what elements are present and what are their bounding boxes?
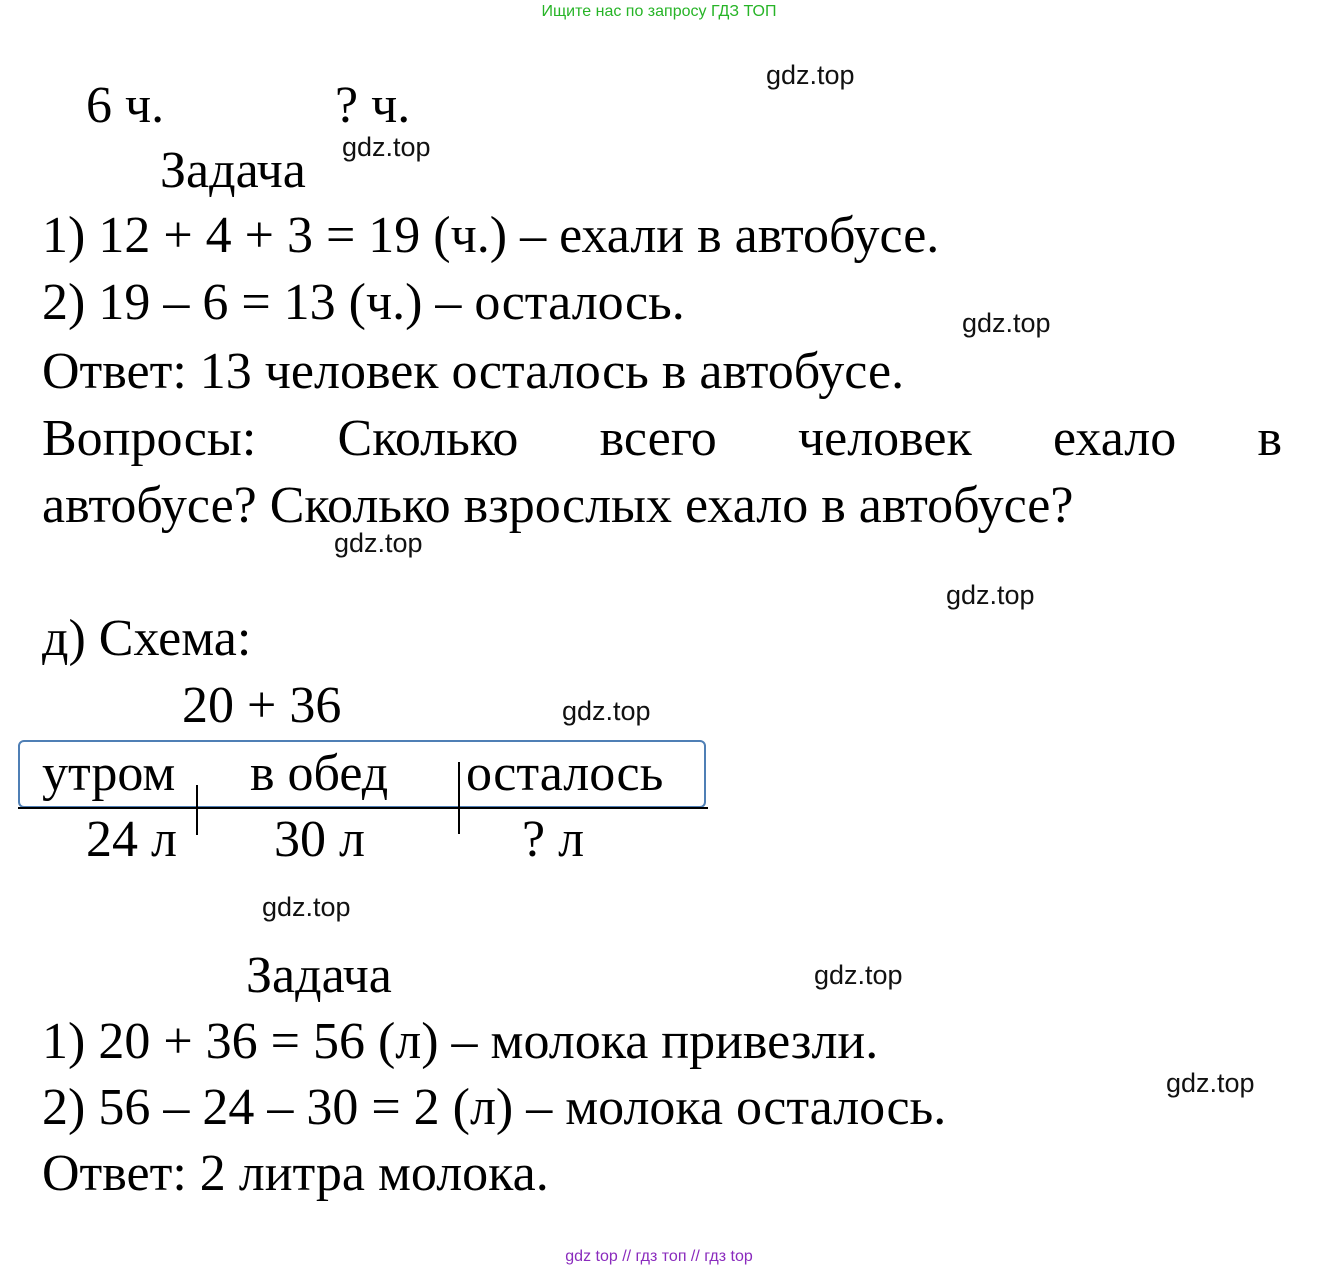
scheme-line [18,807,708,809]
questions-word: Вопросы: [42,410,257,467]
step-2: 2) 56 – 24 – 30 = 2 (л) – молока осталось. [42,1079,947,1136]
questions-word: в [1257,410,1282,467]
questions-word: ехало [1053,410,1177,467]
top-banner: Ищите нас по запросу ГДЗ ТОП [541,3,777,20]
step-1: 1) 12 + 4 + 3 = 19 (ч.) – ехали в автобусе. [42,207,940,264]
scheme-label-unknown: ? ч. [335,77,411,134]
segment-value: 24 л [86,811,177,868]
segment-value: 30 л [274,811,365,868]
scheme-label-known: 6 ч. [86,77,165,134]
watermark: gdz.top [962,308,1051,338]
scheme-divider [458,762,460,834]
segment-label: утром [42,745,176,802]
questions-word: всего [599,410,717,467]
questions-line-2: автобусе? Сколько взрослых ехало в автобусе? [42,477,1074,534]
questions-word: Сколько [337,410,519,467]
scheme-heading: д) Схема: [42,610,252,667]
watermark: gdz.top [334,528,423,558]
step-1: 1) 20 + 36 = 56 (л) – молока привезли. [42,1013,879,1070]
answer-2: Ответ: 2 литра молока. [42,1145,549,1202]
bottom-banner: gdz top // гдз топ // гдз top [565,1248,753,1265]
scheme-sum-label: 20 + 36 [182,677,342,734]
questions-line-1 [42,410,1282,467]
watermark: gdz.top [946,580,1035,610]
watermark: gdz.top [814,960,903,990]
watermark: gdz.top [562,696,651,726]
watermark: gdz.top [766,60,855,90]
answer-1: Ответ: 13 человек осталось в автобусе. [42,343,905,400]
segment-value: ? л [522,811,585,868]
task-title-1: Задача [160,142,306,199]
watermark: gdz.top [342,132,431,162]
scheme-divider [196,785,198,835]
watermark: gdz.top [1166,1068,1255,1098]
segment-label: в обед [250,745,389,802]
step-2: 2) 19 – 6 = 13 (ч.) – осталось. [42,274,685,331]
watermark: gdz.top [262,892,351,922]
segment-label: осталось [466,745,664,802]
task-title-2: Задача [246,947,392,1004]
questions-word: человек [797,410,972,467]
